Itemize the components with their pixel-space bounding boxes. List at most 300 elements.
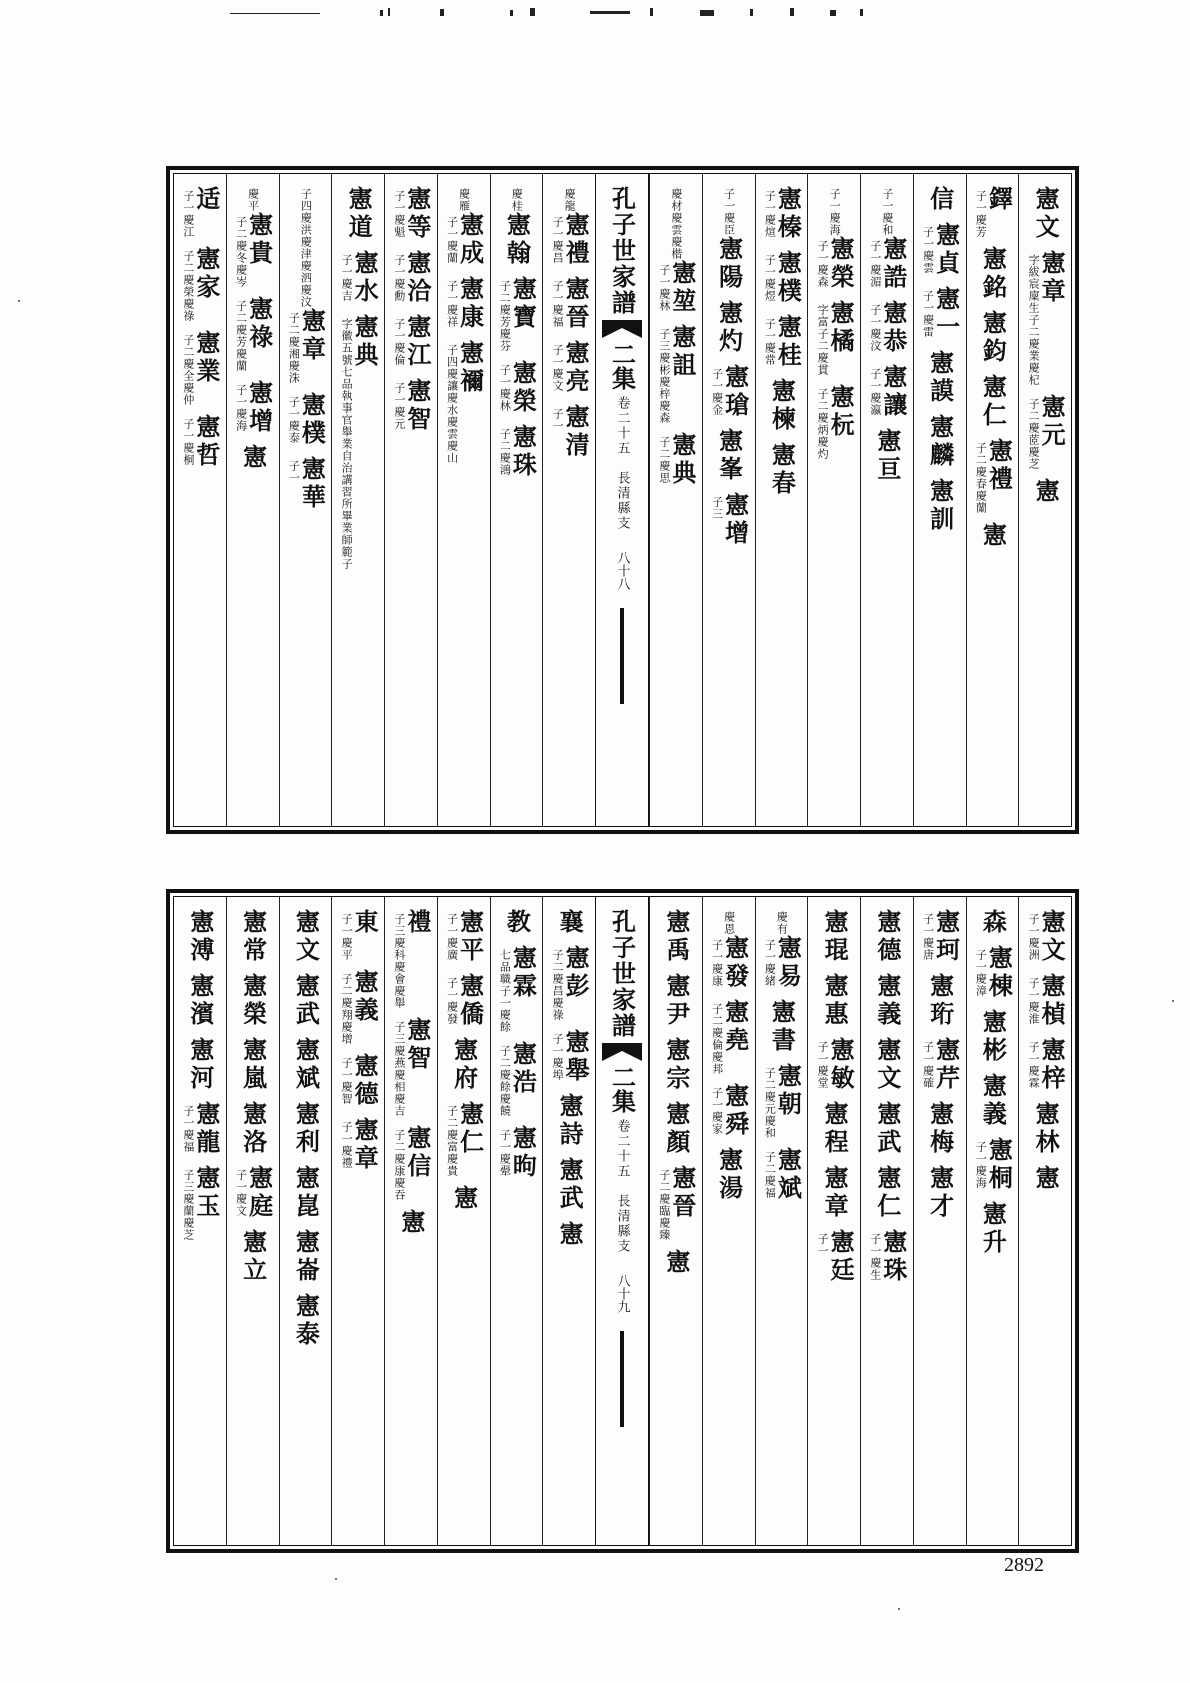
person-name: 憲鈞 [978, 310, 1008, 366]
person-name: 憲康 [455, 276, 485, 332]
person-note: 子一慶雷 [921, 290, 935, 338]
person-entry [498, 424, 538, 480]
person-note: 子一慶霖 [1027, 1041, 1041, 1089]
leaf-number: 八十九 [614, 1274, 630, 1313]
person-name: 憲義 [978, 1073, 1008, 1129]
person-note: 子一慶雲 [921, 226, 935, 274]
person-name: 憲瑲 [720, 364, 750, 420]
person-entry [978, 1073, 1008, 1129]
volume-branch: 卷二十五 長清縣支 [614, 1119, 630, 1254]
person-name: 憲武 [555, 1157, 585, 1213]
genealogy-column [384, 897, 437, 1545]
genealogy-column [384, 174, 437, 826]
person-note: 子一慶芳 [974, 190, 988, 238]
genealogy-column [542, 174, 595, 826]
genealogy-column [331, 174, 384, 826]
person-note: 子一慶桐 [181, 418, 195, 466]
person-name: 憲桐 [984, 1137, 1014, 1193]
person-name: 憲 [1031, 1165, 1061, 1193]
person-name: 憲榮 [826, 236, 856, 292]
person-entry [340, 1117, 380, 1173]
person-name: 憲德 [872, 909, 902, 965]
person-note: 子二慶全慶仲 [181, 334, 195, 406]
person-name: 憲梅 [925, 1101, 955, 1157]
person-name: 憲 [555, 1221, 585, 1249]
person-name: 憲義 [872, 973, 902, 1029]
person-entry [921, 222, 961, 278]
person-name: 憲晉 [667, 1165, 697, 1221]
person-entry [498, 945, 538, 1033]
person-entry [925, 186, 955, 214]
person-entry [925, 1101, 955, 1157]
column-head-note: 慶恩 [722, 911, 736, 935]
person-entry [291, 1037, 321, 1093]
column-head-note: 慶龍 [563, 188, 577, 212]
person-entry [498, 1125, 538, 1181]
person-name: 憲典 [667, 432, 697, 488]
person-entry [291, 1229, 321, 1285]
person-entry [767, 378, 797, 434]
person-entry [1031, 186, 1061, 242]
person-name: 憲章 [1037, 250, 1067, 306]
person-note: 子二慶臨慶臻 [657, 1169, 671, 1241]
person-name: 憲彭 [561, 945, 591, 1001]
person-entry [234, 212, 274, 288]
person-name: 森 [978, 909, 1008, 937]
person-entry [921, 909, 961, 965]
person-entry [763, 250, 803, 306]
genealogy-table-top [166, 166, 1079, 834]
person-name: 憲 [238, 444, 268, 472]
person-entry [392, 186, 432, 242]
person-name: 憲龍 [191, 1101, 221, 1157]
black-bar-divider [620, 1331, 624, 1427]
person-entry [661, 909, 691, 965]
center-title-column [595, 897, 649, 1545]
person-name: 憲朝 [773, 1063, 803, 1119]
person-entry [445, 973, 485, 1029]
person-note: 字富子二慶貫 [816, 304, 830, 376]
person-entry [238, 444, 268, 472]
person-entry [763, 935, 803, 991]
person-entry [181, 414, 221, 470]
genealogy-column [490, 174, 543, 826]
person-entry [974, 438, 1014, 514]
person-name: 憲才 [925, 1165, 955, 1221]
person-name: 憲晉 [561, 276, 591, 332]
person-name: 憲家 [191, 246, 221, 302]
person-name: 憲典 [350, 314, 380, 370]
person-note: 字紱宸廩生子二慶業慶杞 [1027, 254, 1041, 386]
person-entry [925, 973, 955, 1029]
person-name: 憲水 [350, 250, 380, 306]
person-note: 子一慶文 [551, 344, 565, 392]
genealogy-column [226, 174, 279, 826]
person-name: 憲崑 [291, 1165, 321, 1221]
person-note: 子一慶唐 [921, 913, 935, 961]
person-note: 子一慶林 [657, 264, 671, 312]
person-name: 憲 [449, 1185, 479, 1213]
person-name: 憲敏 [826, 1037, 856, 1093]
genealogy-column [1018, 897, 1071, 1545]
person-name: 憲禹 [661, 909, 691, 965]
person-name: 憲楝 [767, 378, 797, 434]
person-entry [234, 380, 274, 436]
person-name: 憲詛 [667, 324, 697, 380]
genealogy-column [860, 174, 913, 826]
person-name: 憲業 [191, 330, 221, 386]
person-entry [392, 378, 432, 434]
person-note: 子一慶元 [392, 382, 406, 430]
person-entry [763, 314, 803, 370]
person-entry [657, 324, 697, 424]
person-name: 憲禰 [455, 340, 485, 396]
person-name: 憲陽 [714, 236, 744, 292]
person-entry [181, 1101, 221, 1157]
person-note: 子二慶餘慶饒 [498, 1045, 512, 1117]
person-note: 子一慶確 [921, 1041, 935, 1089]
genealogy-column [279, 897, 332, 1545]
person-name: 憲智 [402, 1017, 432, 1073]
person-name: 憲 [396, 1209, 426, 1237]
person-note: 子二慶芳慶芬 [498, 280, 512, 352]
person-entry [820, 1101, 850, 1157]
person-entry [714, 236, 744, 292]
person-note: 子一慶福 [551, 280, 565, 328]
person-entry [1027, 394, 1067, 470]
person-entry [498, 360, 538, 416]
genealogy-column [279, 174, 332, 826]
person-name: 憲常 [238, 909, 268, 965]
collection-label: 二集 [607, 342, 637, 390]
person-note: 子一慶汶 [868, 304, 882, 352]
person-note: 子一慶煜 [763, 254, 777, 302]
person-entry [340, 909, 380, 961]
person-note: 子一慶福 [181, 1105, 195, 1153]
person-name: 憲宗 [661, 1037, 691, 1093]
column-head-note: 慶平 [246, 188, 260, 212]
person-name: 憲哲 [191, 414, 221, 470]
person-name: 憲謨 [925, 350, 955, 406]
person-entry [868, 364, 908, 420]
person-entry [714, 300, 744, 356]
person-name: 憲文 [291, 909, 321, 965]
person-name: 憲惠 [820, 973, 850, 1029]
person-name: 憲寶 [508, 276, 538, 332]
person-name: 适 [191, 186, 221, 214]
person-note: 子一慶發 [445, 977, 459, 1025]
person-entry [181, 246, 221, 322]
person-entry [551, 1029, 591, 1085]
person-entry [872, 1037, 902, 1093]
genealogy-column [807, 174, 860, 826]
person-name: 憲春 [767, 442, 797, 498]
person-note: 子二慶芳慶蘭 [234, 300, 248, 372]
person-name: 憲禮 [561, 212, 591, 268]
person-entry [978, 374, 1008, 430]
person-name: 憲華 [297, 456, 327, 512]
person-entry [763, 1063, 803, 1139]
person-name: 憲峯 [714, 428, 744, 484]
column-head-note: 慶材慶雲慶楷 [669, 188, 683, 260]
person-entry [185, 973, 215, 1029]
person-name: 憲義 [350, 969, 380, 1025]
column-head-note: 子一慶臣 [722, 188, 736, 236]
person-name: 憲泰 [291, 1293, 321, 1349]
person-entry [449, 1037, 479, 1093]
person-entry [816, 236, 856, 292]
person-name: 信 [925, 186, 955, 214]
person-name: 憲彬 [978, 1009, 1008, 1065]
person-name: 憲仁 [978, 374, 1008, 430]
person-entry [291, 1165, 321, 1221]
genealogy-column [966, 174, 1019, 826]
person-name: 憲增 [720, 492, 750, 548]
person-name: 憲灼 [714, 300, 744, 356]
person-entry [392, 250, 432, 306]
person-note: 子二慶榮慶祿 [181, 250, 195, 322]
person-entry [872, 973, 902, 1029]
genealogy-column [807, 897, 860, 1545]
person-name: 憲昫 [508, 1125, 538, 1181]
center-title-column [595, 174, 649, 826]
person-name: 憲珠 [508, 424, 538, 480]
person-note: 子二慶炳慶灼 [816, 388, 830, 460]
person-name: 憲 [661, 1249, 691, 1277]
person-name: 憲易 [773, 935, 803, 991]
person-name: 憲庭 [244, 1165, 274, 1221]
person-entry [445, 1101, 485, 1177]
person-name: 憲楨 [1037, 973, 1067, 1029]
column-head-note: 子一慶和 [880, 188, 894, 236]
person-name: 憲文 [872, 1037, 902, 1093]
person-entry [661, 973, 691, 1029]
person-note: 子一慶翚 [498, 1129, 512, 1177]
person-entry [551, 276, 591, 332]
person-name: 憲增 [244, 380, 274, 436]
person-entry [816, 1037, 856, 1093]
person-entry [238, 1101, 268, 1157]
person-name: 憲堯 [720, 999, 750, 1055]
person-name: 憲廷 [826, 1229, 856, 1285]
person-entry [925, 414, 955, 470]
person-entry [392, 909, 432, 1009]
person-note: 子二慶富慶貴 [445, 1105, 459, 1177]
black-bar-divider [620, 608, 624, 704]
genealogy-column [437, 897, 490, 1545]
person-entry [396, 1209, 426, 1237]
person-entry [710, 935, 750, 991]
person-note: 子一慶煊 [763, 190, 777, 238]
person-entry [445, 212, 485, 268]
person-name: 憲舜 [720, 1083, 750, 1139]
person-entry [392, 1125, 432, 1201]
person-name: 憲升 [978, 1201, 1008, 1257]
person-note: 子二慶鴻 [498, 428, 512, 476]
genealogy-table-bottom [166, 889, 1079, 1553]
person-entry [714, 428, 744, 484]
person-entry [1031, 1165, 1061, 1193]
person-entry [238, 1037, 268, 1093]
person-name: 憲 [1031, 478, 1061, 506]
person-entry [710, 492, 750, 548]
column-head-note: 慶雁 [457, 188, 471, 212]
person-entry [868, 1229, 908, 1285]
person-name: 憲道 [344, 186, 374, 242]
person-entry [291, 909, 321, 965]
person-name: 憲榮 [508, 360, 538, 416]
person-name: 憲 [978, 522, 1008, 550]
person-entry [1027, 1037, 1067, 1093]
person-entry [185, 909, 215, 965]
person-entry [978, 522, 1008, 550]
person-name: 憲溥 [185, 909, 215, 965]
person-name: 憲利 [291, 1101, 321, 1157]
leaf-number: 八十八 [614, 551, 630, 590]
book-title: 孔子世家譜 [607, 909, 637, 1039]
person-entry [868, 300, 908, 356]
genealogy-column [755, 897, 808, 1545]
person-name: 憲貴 [244, 212, 274, 268]
person-note: 子一慶漳 [974, 949, 988, 997]
person-entry [555, 1157, 585, 1213]
person-name: 憲舉 [561, 1029, 591, 1085]
person-name: 憲成 [455, 212, 485, 268]
genealogy-column [437, 174, 490, 826]
person-entry [767, 999, 797, 1055]
person-entry [763, 186, 803, 242]
collection-label: 二集 [607, 1065, 637, 1113]
person-name: 憲嵐 [238, 1037, 268, 1093]
columns [174, 174, 1071, 826]
person-note: 子一慶洲 [1027, 913, 1041, 961]
person-note: 子一慶緒 [763, 939, 777, 987]
person-entry [445, 909, 485, 965]
person-name: 憲僑 [455, 973, 485, 1029]
person-note: 子一慶湄 [868, 240, 882, 288]
person-entry [816, 384, 856, 460]
person-name: 憲文 [1037, 909, 1067, 965]
person-name: 憲玉 [191, 1165, 221, 1221]
person-name: 憲林 [1031, 1101, 1061, 1157]
person-name: 憲尹 [661, 973, 691, 1029]
person-name: 憲亘 [872, 428, 902, 484]
person-name: 憲浩 [508, 1041, 538, 1097]
person-entry [238, 1229, 268, 1285]
person-note: 子一慶魁 [392, 190, 406, 238]
person-note: 子二慶元慶和 [763, 1067, 777, 1139]
person-note: 子三慶燕慶相慶吉 [392, 1021, 406, 1117]
person-note: 子一 [551, 408, 565, 432]
person-entry [340, 1053, 380, 1109]
person-name: 憲崙 [291, 1229, 321, 1285]
person-note: 子一慶淮 [1027, 977, 1041, 1025]
person-note: 子一慶泰 [287, 396, 301, 444]
person-name: 憲斌 [773, 1147, 803, 1203]
person-entry [287, 456, 327, 512]
person-note: 子四慶讓慶水慶雲慶山 [445, 344, 459, 464]
person-entry [551, 340, 591, 396]
person-name: 憲河 [185, 1037, 215, 1093]
person-entry [445, 276, 485, 332]
person-entry [657, 260, 697, 316]
genealogy-column [913, 897, 966, 1545]
person-name: 憲恭 [878, 300, 908, 356]
person-name: 憲仁 [872, 1165, 902, 1221]
person-entry [872, 428, 902, 484]
person-name: 鐸 [984, 186, 1014, 214]
person-entry [551, 404, 591, 460]
person-entry [925, 1165, 955, 1221]
person-entry [238, 973, 268, 1029]
person-name: 憲榮 [238, 973, 268, 1029]
person-entry [502, 212, 532, 268]
person-name: 憲樸 [297, 392, 327, 448]
person-name: 憲棟 [984, 945, 1014, 1001]
genealogy-column [755, 174, 808, 826]
person-name: 憲發 [720, 935, 750, 991]
person-name: 憲讓 [878, 364, 908, 420]
person-note: 子一慶文 [234, 1169, 248, 1217]
person-note: 子一慶吉 [340, 254, 354, 302]
person-entry [291, 1101, 321, 1157]
person-name: 憲章 [820, 1165, 850, 1221]
person-note: 子二慶春慶蘭 [974, 442, 988, 514]
person-entry [925, 478, 955, 534]
person-name: 憲清 [561, 404, 591, 460]
column-head-note: 子一慶海 [828, 188, 842, 236]
person-name: 憲德 [350, 1053, 380, 1109]
genealogy-column [226, 897, 279, 1545]
person-entry [978, 246, 1008, 302]
person-note: 子一慶倫 [392, 318, 406, 366]
person-entry [767, 442, 797, 498]
person-entry [181, 186, 221, 238]
person-name: 憲章 [297, 308, 327, 364]
person-name: 憲洽 [402, 250, 432, 306]
person-entry [661, 1249, 691, 1277]
person-entry [974, 945, 1014, 1001]
person-entry [238, 909, 268, 965]
person-entry [185, 1037, 215, 1093]
person-name: 憲平 [455, 909, 485, 965]
person-note: 子一慶瀛 [868, 368, 882, 416]
person-note: 子二慶思 [657, 436, 671, 484]
person-entry [921, 1037, 961, 1093]
person-entry [502, 909, 532, 937]
person-entry [291, 1293, 321, 1349]
person-name: 憲橘 [826, 300, 856, 356]
person-name: 憲梓 [1037, 1037, 1067, 1093]
person-name: 憲杬 [826, 384, 856, 440]
person-note: 子一慶森 [816, 240, 830, 288]
person-entry [449, 1185, 479, 1213]
genealogy-column [649, 174, 702, 826]
person-name: 憲珩 [925, 973, 955, 1029]
person-note: 子三 [710, 496, 724, 520]
person-name: 憲堃 [667, 260, 697, 316]
person-entry [820, 909, 850, 965]
person-name: 憲江 [402, 314, 432, 370]
person-entry [291, 973, 321, 1029]
person-name: 憲誥 [878, 236, 908, 292]
person-name: 憲洛 [238, 1101, 268, 1157]
person-name: 憲府 [449, 1037, 479, 1093]
person-name: 憲珠 [878, 1229, 908, 1285]
person-name: 憲武 [872, 1101, 902, 1157]
person-note: 子一 [816, 1233, 830, 1257]
person-entry [1031, 1101, 1061, 1157]
